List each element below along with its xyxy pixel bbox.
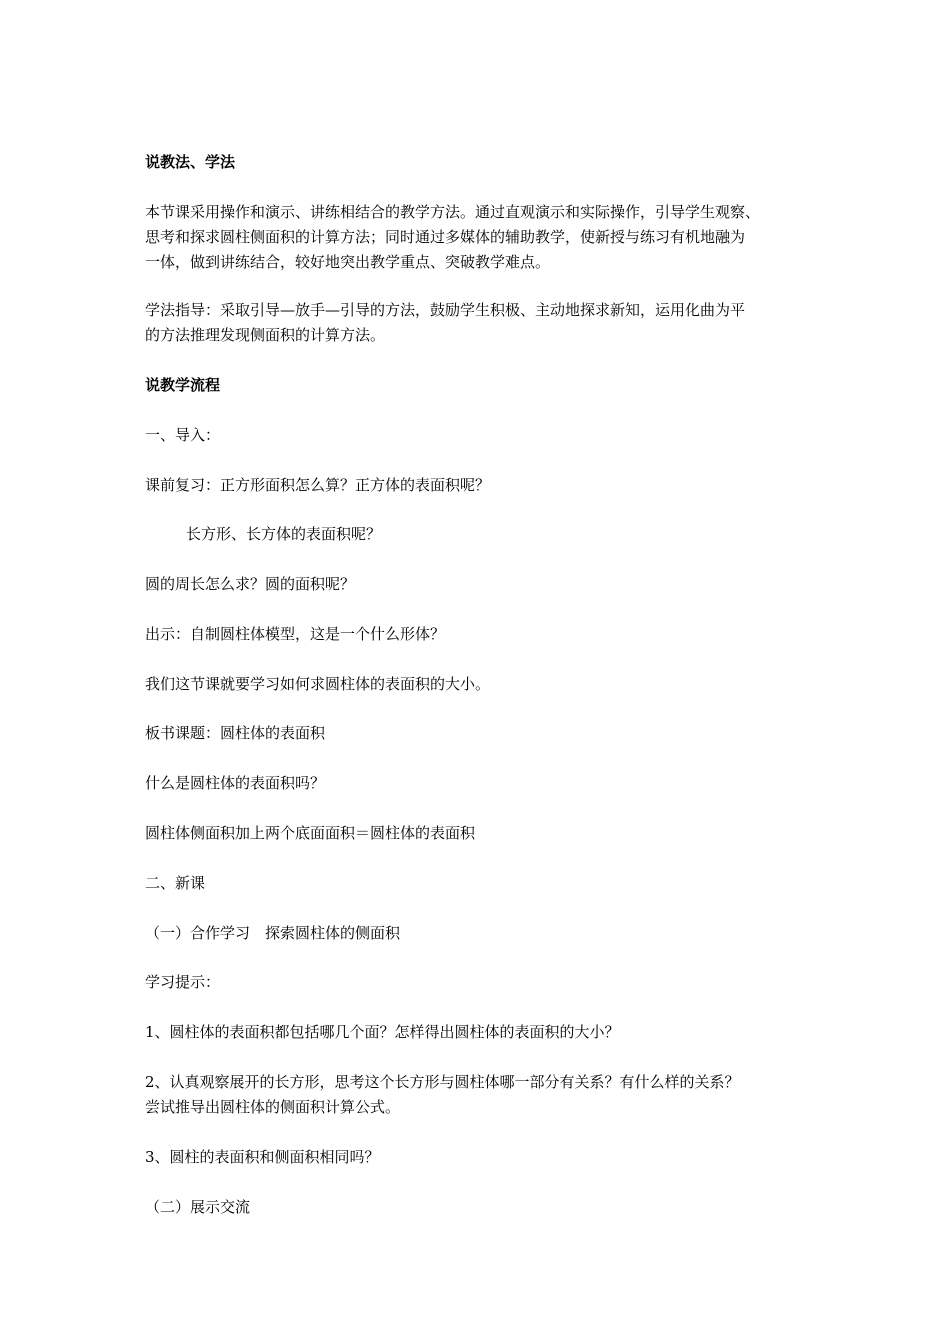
show-model-line: 出示：自制圆柱体模型，这是一个什么形体？	[145, 625, 446, 643]
heading-teaching-methods: 说教法、学法	[145, 153, 236, 171]
section-intro-title: 一、导入：	[145, 426, 221, 444]
paragraph-methods-line-1: 本节课采用操作和演示、讲练相结合的教学方法。通过直观演示和实际操作，引导学生观察、	[145, 203, 761, 221]
review-question-1: 课前复习：正方形面积怎么算？正方体的表面积呢？	[145, 476, 491, 494]
subsection-show-and-share: （二）展示交流	[145, 1198, 251, 1216]
paragraph-learning-guide-line-1: 学法指导：采取引导—放手—引导的方法，鼓励学生积极、主动地探求新知，运用化曲为平	[145, 301, 746, 319]
hint-item-2-line-2: 尝试推导出圆柱体的侧面积计算公式。	[145, 1098, 401, 1116]
formula-line: 圆柱体侧面积加上两个底面面积＝圆柱体的表面积	[145, 824, 476, 842]
lesson-goal-line: 我们这节课就要学习如何求圆柱体的表面积的大小。	[145, 675, 491, 693]
paragraph-learning-guide-line-2: 的方法推理发现侧面积的计算方法。	[145, 326, 386, 344]
what-is-line: 什么是圆柱体的表面积吗？	[145, 774, 326, 792]
section-new-lesson-title: 二、新课	[145, 874, 206, 892]
heading-teaching-process: 说教学流程	[145, 376, 221, 394]
subsection-cooperative-learning: （一）合作学习 探索圆柱体的侧面积	[145, 924, 401, 942]
board-title-line: 板书课题：圆柱体的表面积	[145, 724, 326, 742]
hint-item-1: 1、圆柱体的表面积都包括哪几个面？怎样得出圆柱体的表面积的大小？	[145, 1023, 620, 1041]
paragraph-methods-line-3: 一体，做到讲练结合，较好地突出教学重点、突破教学难点。	[145, 253, 551, 271]
circle-question: 圆的周长怎么求？圆的面积呢？	[145, 575, 356, 593]
review-question-2: 长方形、长方体的表面积呢？	[186, 525, 382, 543]
paragraph-methods-line-2: 思考和探求圆柱侧面积的计算方法；同时通过多媒体的辅助教学，使新授与练习有机地融为	[145, 228, 746, 246]
hint-item-2-line-1: 2、认真观察展开的长方形，思考这个长方形与圆柱体哪一部分有关系？有什么样的关系？	[145, 1073, 740, 1091]
hint-item-3: 3、圆柱的表面积和侧面积相同吗？	[145, 1148, 380, 1166]
learning-hints-title: 学习提示：	[145, 973, 221, 991]
